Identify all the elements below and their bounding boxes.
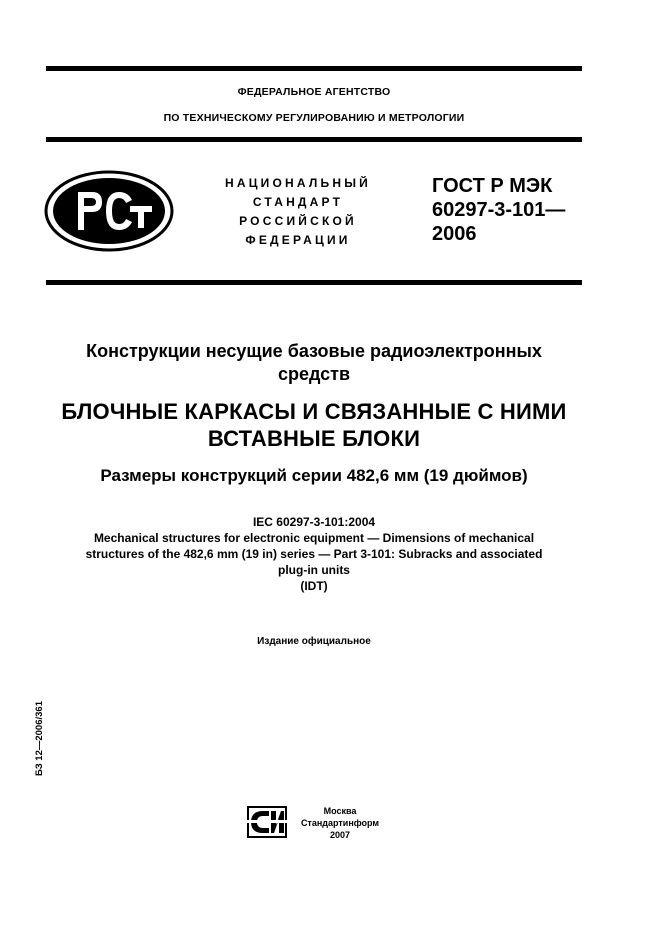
title-main-line-1: БЛОЧНЫЕ КАРКАСЫ И СВЯЗАННЫЕ С НИМИ bbox=[61, 399, 567, 424]
top-rule bbox=[46, 66, 582, 71]
iec-title-line-3: plug-in units bbox=[278, 563, 350, 577]
publisher-year: 2007 bbox=[329, 830, 351, 840]
iec-title-line-1: Mechanical structures for electronic equipment — Dimensions of mechanical bbox=[93, 531, 535, 545]
standard-designation bbox=[432, 174, 592, 246]
standard-type-line: СТАНДАРТ bbox=[252, 195, 344, 209]
standard-type-line: РОССИЙСКОЙ bbox=[239, 214, 357, 228]
title-ru-line-1: Конструкции несущие базовые радиоэлектронных bbox=[86, 341, 542, 361]
iec-title-line-2: structures of the 482,6 mm (19 in) series — Part 3-101: Subracks and associated bbox=[85, 547, 543, 561]
standard-type-block bbox=[200, 174, 396, 250]
title-subtitle: Размеры конструкций серии 482,6 мм (19 дюймов) bbox=[100, 466, 528, 485]
designation-line-2: 60297-3-101— bbox=[432, 199, 566, 221]
publisher-block bbox=[292, 805, 388, 841]
agency-line-2: ПО ТЕХНИЧЕСКОМУ РЕГУЛИРОВАНИЮ И МЕТРОЛОГИИ bbox=[163, 112, 465, 124]
title-main-line-2: ВСТАВНЫЕ БЛОКИ bbox=[207, 426, 421, 451]
standartinform-logo-icon bbox=[247, 806, 287, 838]
iec-idt: (IDT) bbox=[300, 579, 328, 593]
publisher-name: Стандартинформ bbox=[300, 818, 380, 828]
side-code: БЗ 12—2006/361 bbox=[34, 701, 45, 776]
standard-type-line: ФЕДЕРАЦИИ bbox=[245, 233, 351, 247]
publisher-city: Москва bbox=[323, 806, 357, 816]
designation-line-1: ГОСТ Р МЭК bbox=[432, 175, 553, 197]
rst-certification-logo-icon bbox=[44, 170, 174, 252]
edition-note: Издание официальное bbox=[257, 636, 371, 647]
header-rule bbox=[46, 137, 582, 142]
title-ru-line-2: средств bbox=[277, 364, 351, 384]
mid-rule bbox=[46, 280, 582, 285]
standard-type-line: НАЦИОНАЛЬНЫЙ bbox=[224, 176, 372, 190]
agency-line-1: ФЕДЕРАЛЬНОЕ АГЕНТСТВО bbox=[237, 86, 391, 98]
designation-line-3: 2006 bbox=[432, 223, 477, 245]
iec-code: IEC 60297-3-101:2004 bbox=[252, 515, 376, 529]
